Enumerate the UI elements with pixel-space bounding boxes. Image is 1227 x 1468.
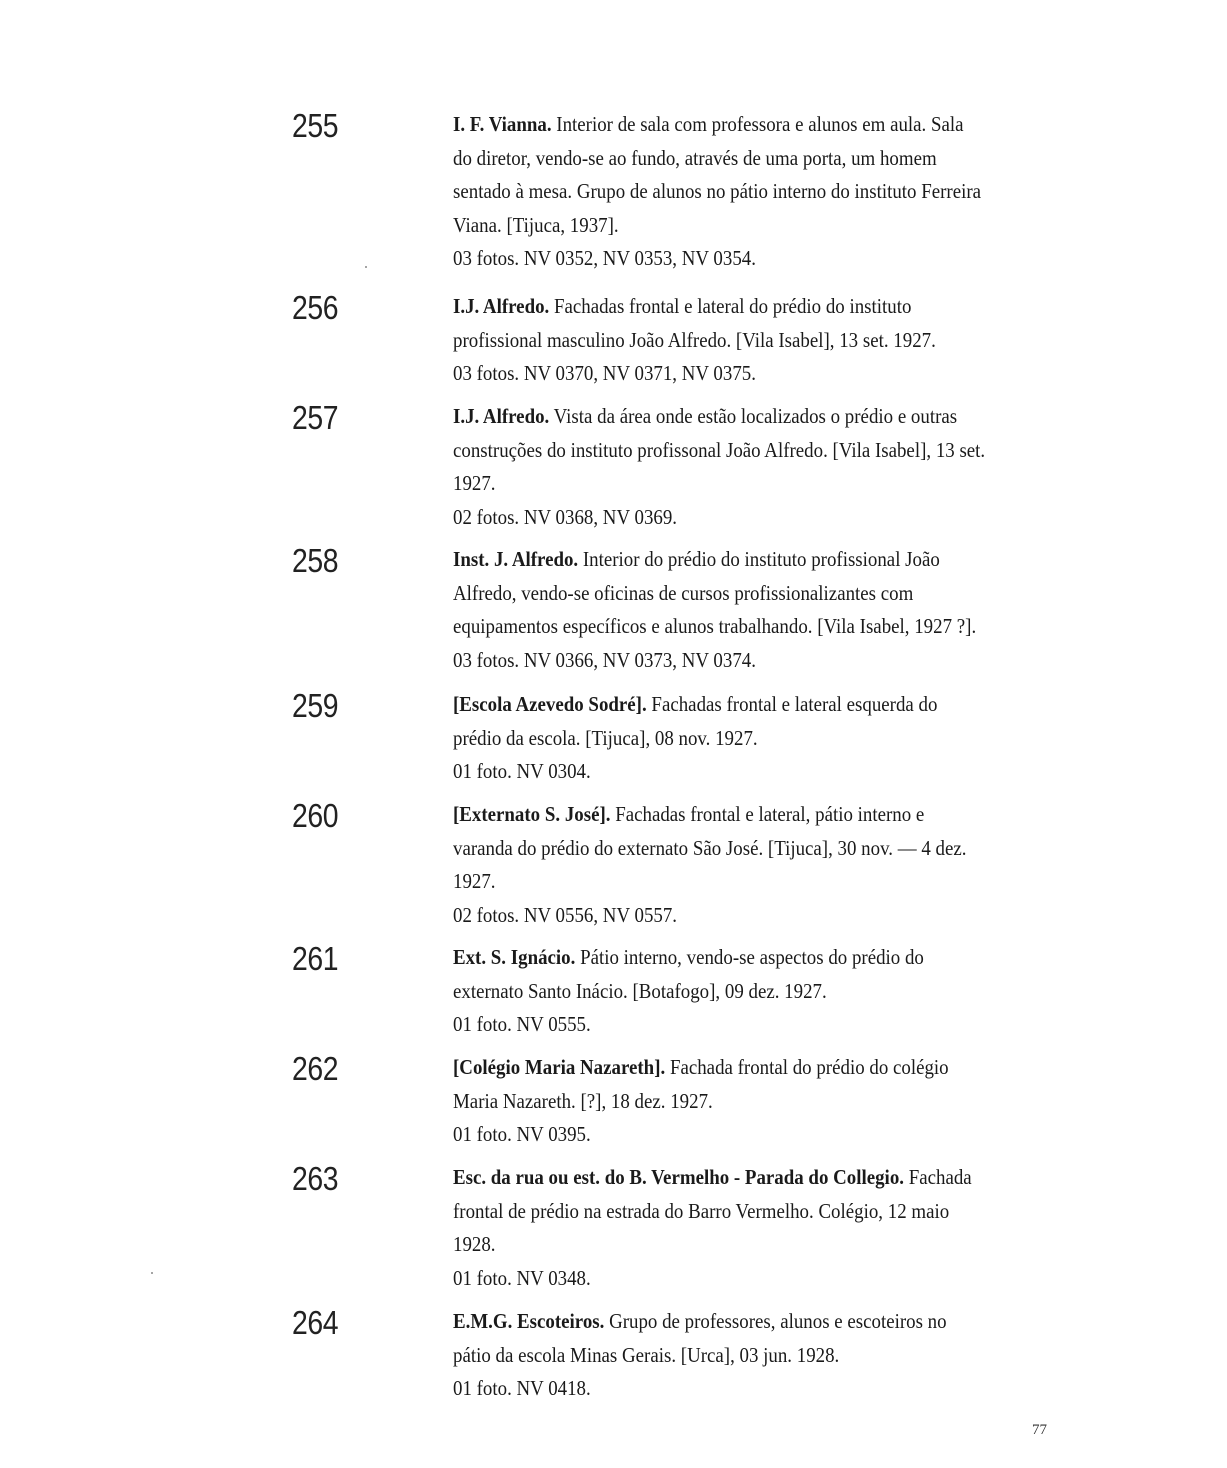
entry-body [453, 543, 1052, 677]
entry-body [453, 941, 1052, 1042]
entry-text-line: Fachadas frontal e lateral esquerda do [646, 692, 938, 716]
entry-title: Inst. J. Alfredo. [453, 547, 579, 571]
entry-text-line: Grupo de professores, alunos e escoteiros no [604, 1309, 947, 1333]
entry-photos: 01 foto. NV 0304. [453, 759, 591, 783]
entry-title: [Colégio Maria Nazareth]. [453, 1055, 666, 1079]
entry-text-line: equipamentos específicos e alunos trabalhando. [Vila Isabel, 1927 ?]. [453, 614, 977, 638]
entry-body [453, 798, 1052, 932]
page-number: 77 [1032, 1422, 1047, 1438]
entry-text-line: profissional masculino João Alfredo. [Vila Isabel], 13 set. 1927. [453, 327, 936, 352]
entry-text-line: externato Santo Inácio. [Botafogo], 09 dez. 1927. [453, 978, 827, 1003]
entry-photos: 03 fotos. NV 0366, NV 0373, NV 0374. [453, 647, 756, 672]
entry-description [453, 688, 1052, 755]
entry-title: Ext. S. Ignácio. [453, 945, 576, 969]
entry-text-line: do diretor, vendo-se ao fundo, através de uma porta, um homem [453, 145, 937, 170]
entry-description [453, 941, 1052, 1008]
entry-text-line: varanda do prédio do externato São José. [Tijuca], 30 nov. — 4 dez. [453, 835, 967, 860]
entry-photos: 02 fotos. NV 0556, NV 0557. [453, 902, 678, 927]
entry-photos: 01 foto. NV 0555. [453, 1012, 591, 1036]
catalog-entry [0, 688, 1227, 798]
entry-text-line: pátio da escola Minas Gerais. [Urca], 03 jun. 1928. [453, 1342, 840, 1367]
entry-body [453, 400, 1052, 534]
catalog-entry [0, 1051, 1227, 1161]
entry-number: 255 [292, 107, 339, 144]
scan-speck [151, 1272, 153, 1274]
catalog-entries [0, 108, 1227, 1415]
entry-body [453, 688, 1052, 789]
entry-text-line: 1927. [453, 869, 496, 893]
entry-body [453, 108, 1052, 276]
entry-text-line: Alfredo, vendo-se oficinas de cursos profissionalizantes com [453, 580, 914, 605]
entry-text-line: Viana. [Tijuca, 1937]. [453, 212, 619, 237]
entry-text-line: Pátio interno, vendo-se aspectos do prédio do [575, 945, 924, 969]
entry-title: [Externato S. José]. [453, 802, 611, 826]
entry-number: 256 [292, 289, 339, 326]
entry-number: 264 [292, 1304, 339, 1341]
entry-title: [Escola Azevedo Sodré]. [453, 692, 647, 716]
entry-description [453, 108, 1052, 242]
entry-text-line: Interior do prédio do instituto profissional João [578, 547, 940, 571]
entry-photos: 01 foto. NV 0395. [453, 1122, 591, 1146]
entry-title: I.J. Alfredo. [453, 294, 550, 318]
entry-text-line: Fachadas frontal e lateral, pátio interno e [610, 802, 925, 826]
catalog-entry [0, 290, 1227, 400]
entry-description [453, 798, 1052, 899]
entry-number: 257 [292, 399, 339, 436]
entry-text-line: prédio da escola. [Tijuca], 08 nov. 1927. [453, 725, 758, 750]
entry-number: 259 [292, 687, 339, 724]
entry-text-line: 1927. [453, 471, 496, 495]
entry-photos: 01 foto. NV 0348. [453, 1265, 591, 1290]
entry-body [453, 290, 1052, 391]
catalog-entry [0, 798, 1227, 941]
catalog-entry [0, 543, 1227, 688]
entry-body [453, 1305, 1052, 1406]
entry-text-line: Interior de sala com professora e alunos em aula. Sala [551, 112, 964, 136]
entry-text-line: Maria Nazareth. [?], 18 dez. 1927. [453, 1088, 713, 1113]
catalog-entry [0, 1305, 1227, 1415]
catalog-entry [0, 400, 1227, 543]
entry-photos: 03 fotos. NV 0352, NV 0353, NV 0354. [453, 246, 756, 270]
entry-text-line: Fachadas frontal e lateral do prédio do instituto [549, 294, 912, 318]
entry-text-line: Fachada frontal do prédio do colégio [665, 1055, 949, 1079]
entry-text-line: Vista da área onde estão localizados o prédio e outras [549, 404, 958, 428]
entry-description [453, 1161, 1052, 1262]
entry-text-line: Fachada [903, 1165, 972, 1189]
entry-title: E.M.G. Escoteiros. [453, 1309, 605, 1333]
entry-body [453, 1051, 1052, 1152]
entry-description [453, 1305, 1052, 1372]
entry-photos: 01 foto. NV 0418. [453, 1376, 591, 1400]
entry-title: I. F. Vianna. [453, 112, 552, 136]
entry-number: 263 [292, 1160, 339, 1197]
scan-speck [365, 266, 367, 268]
entry-body [453, 1161, 1052, 1295]
entry-text-line: construções do instituto profissonal João Alfredo. [Vila Isabel], 13 set. [453, 437, 986, 462]
catalog-entry [0, 941, 1227, 1051]
entry-text-line: frontal de prédio na estrada do Barro Vermelho. Colégio, 12 maio [453, 1198, 950, 1223]
catalog-entry [0, 1161, 1227, 1305]
entry-number: 262 [292, 1050, 339, 1087]
entry-photos: 03 fotos. NV 0370, NV 0371, NV 0375. [453, 361, 756, 385]
entry-description [453, 1051, 1052, 1118]
entry-description [453, 400, 1052, 501]
entry-photos: 02 fotos. NV 0368, NV 0369. [453, 504, 678, 529]
entry-title: I.J. Alfredo. [453, 404, 550, 428]
entry-text-line: sentado à mesa. Grupo de alunos no pátio interno do instituto Ferreira [453, 179, 982, 203]
catalog-entry [0, 108, 1227, 290]
entry-title: Esc. da rua ou est. do B. Vermelho - Parada do Collegio. [453, 1165, 904, 1189]
entry-number: 261 [292, 940, 339, 977]
entry-number: 260 [292, 797, 339, 834]
entry-description [453, 543, 1052, 644]
entry-number: 258 [292, 542, 339, 579]
entry-text-line: 1928. [453, 1232, 496, 1256]
entry-description [453, 290, 1052, 357]
